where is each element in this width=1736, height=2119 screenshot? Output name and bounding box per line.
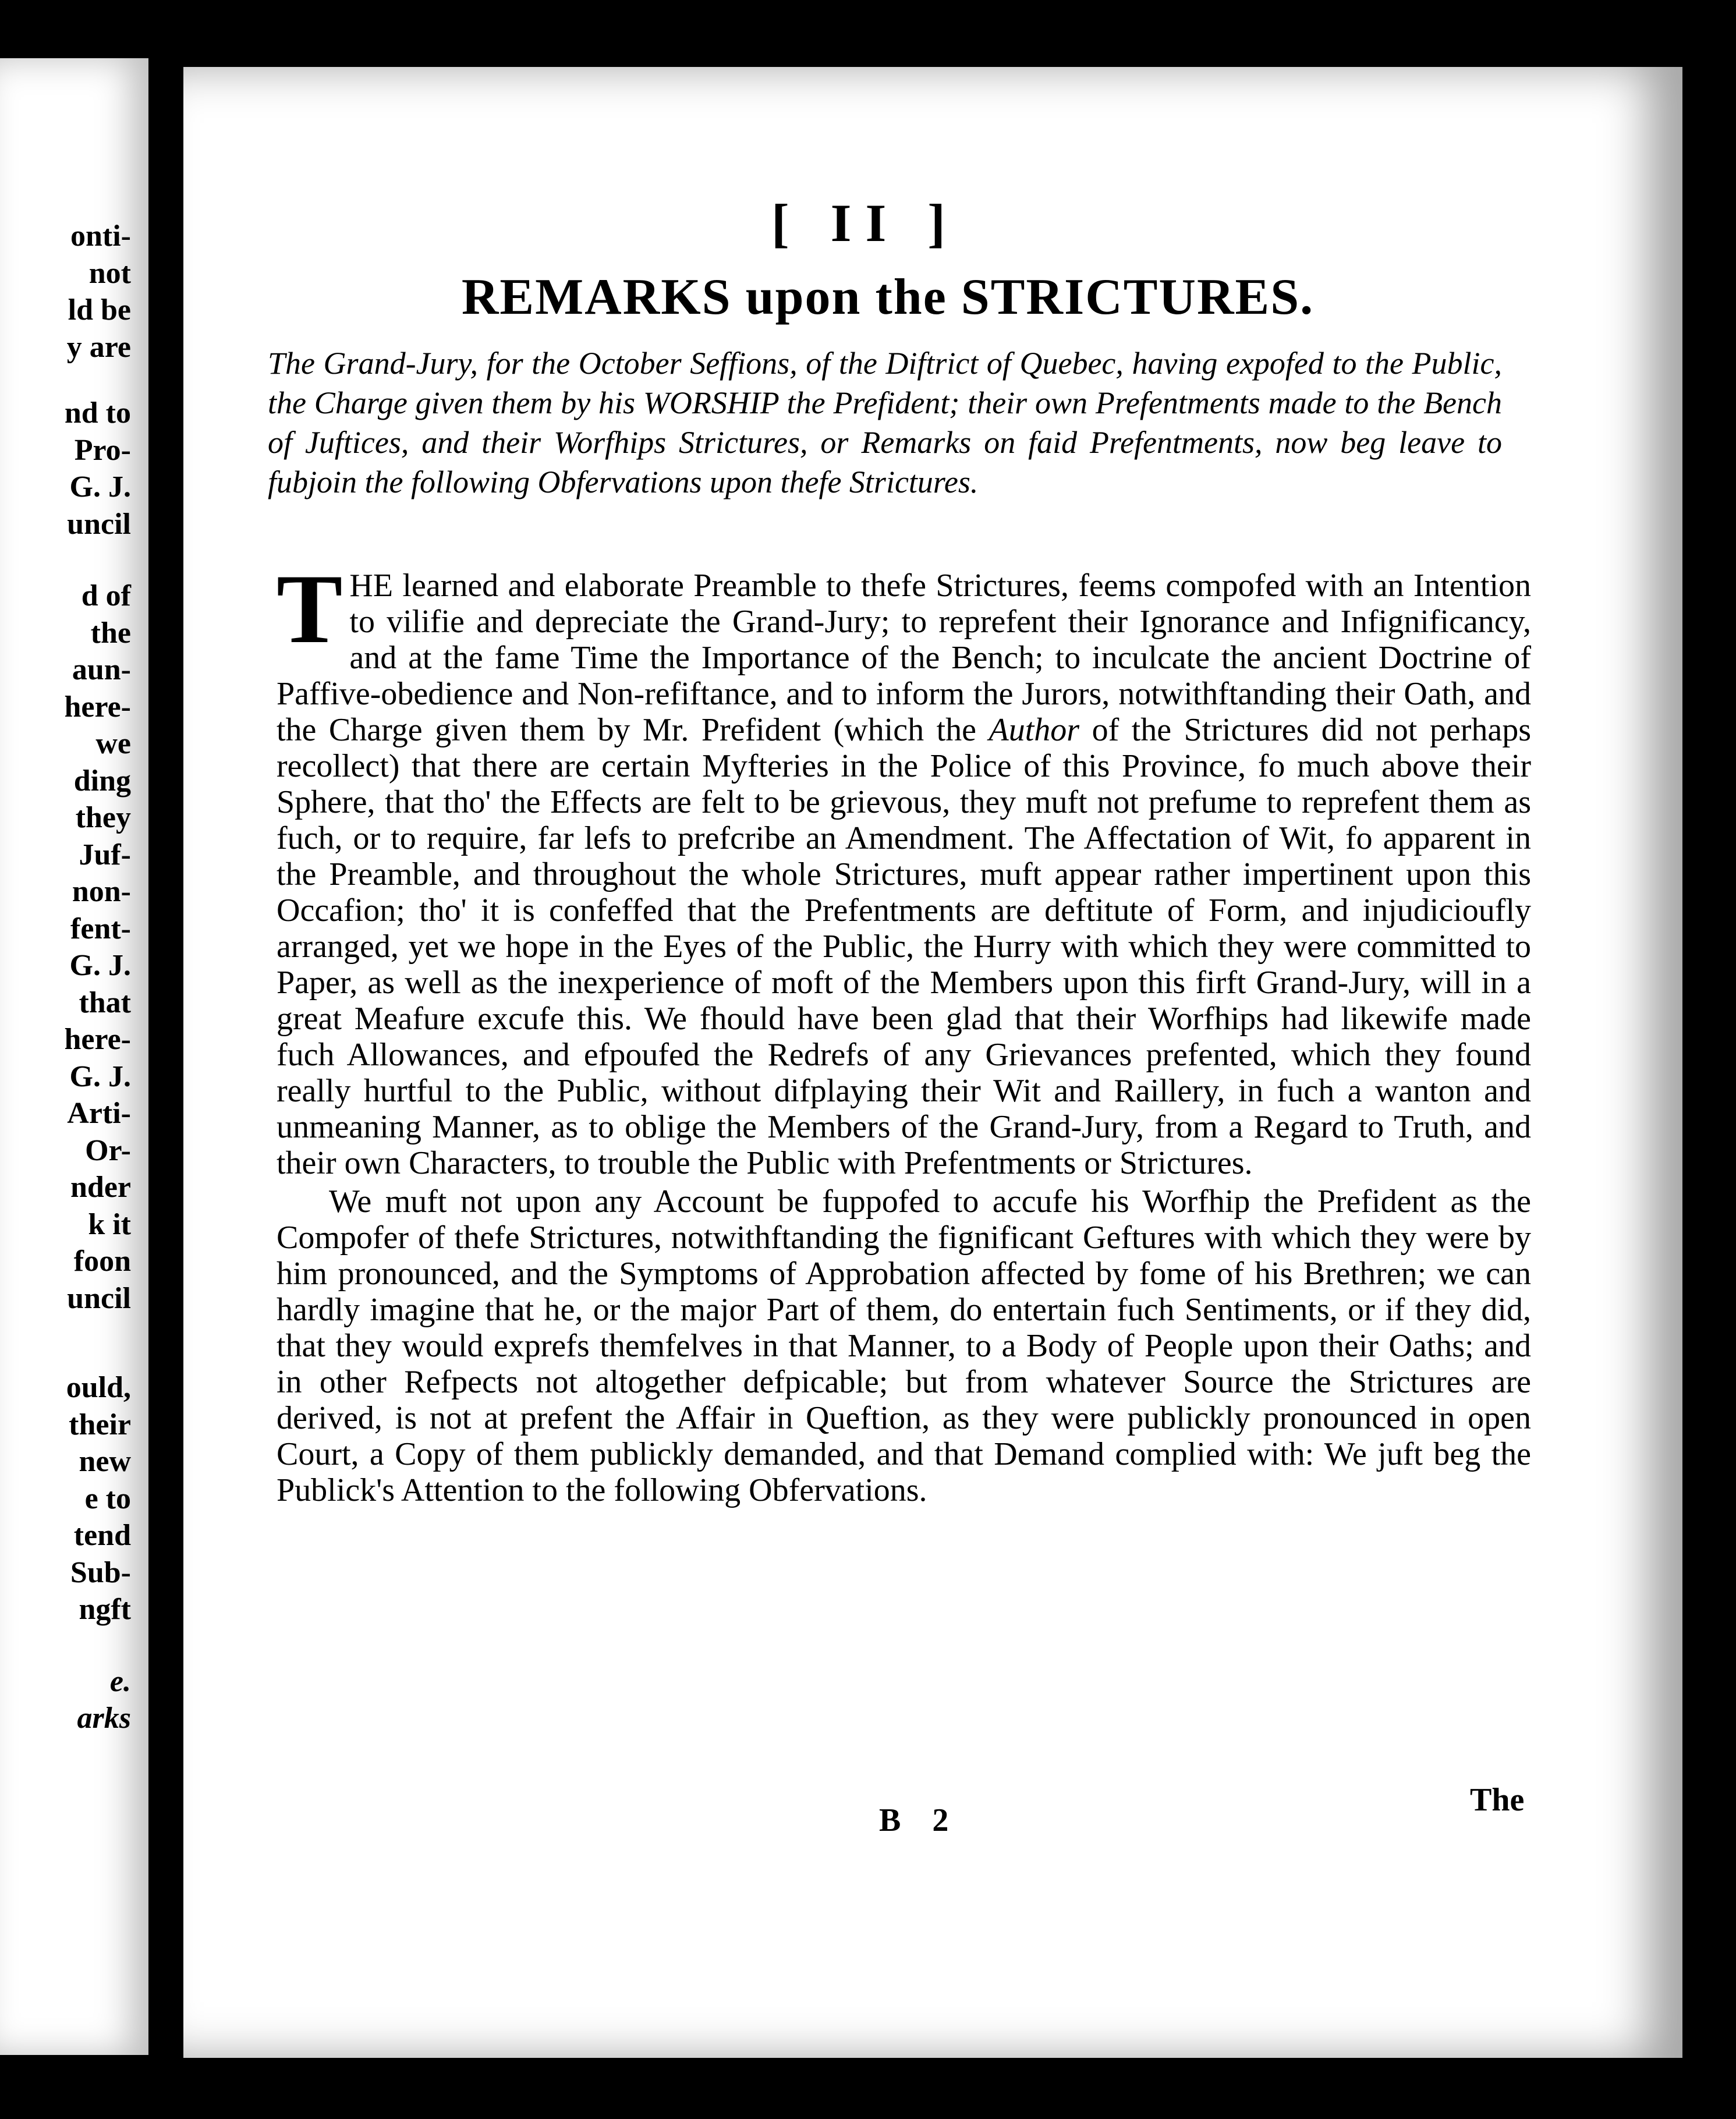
left-page-line: we [95,727,131,760]
previous-page-fragment [0,58,148,2055]
book-gutter [148,35,183,2072]
paragraph-1-text-a: HE learned and elaborate Preamble to thefe Strictures, feems compofed with an Intention to vilifie and depreciate the Grand-Jury; to reprefent their Ignorance and Infignificancy, and at the fame Time the Importance of the Bench; to inculcate the ancient Doctrine of Paffive-obedience and Non-refiftance, and to inform the Jurors, notwithftanding their Oath, and the Charge given them by Mr. Prefident (which the [277,568,1531,748]
left-page-line: ngft [79,1593,131,1626]
left-page-line: G. J. [69,949,131,982]
left-page-line: non- [72,875,131,908]
left-page-line: new [79,1445,131,1478]
intro-text: The Grand-Jury, for the October Seffions, of the Diftrict of Quebec, having expofed to the Public, the Charge given them by his WORSHIP the Prefident; their own Prefentments made to the Bench of Juftices, and their Worfhips Strictures, or Remarks on faid Prefentments, now beg leave to fubjoin the following Obfervations upon thefe Strictures. [268,346,1502,499]
left-page-line: Juf- [79,838,131,871]
page-title: REMARKS upon the STRICTURES. [461,269,1315,325]
left-page-line: fent- [70,912,131,945]
left-page-line: e. [109,1664,131,1698]
paragraph-2: We muft not upon any Account be fuppofed to accufe his Worfhip the Prefident as the Compofer of thefe Strictures, notwithftanding the fignificant Geftures with which they were by him pronounced, and the Symptoms of Approbation affected by fome of his Brethren; we can hardly imagine that he, or the major Part of them, do entertain fuch Sentiments, or if they did, that they would exprefs themfelves in that Manner, to a Body of People upon their Oaths; and in other Refpects not altogether defpicable; but from whatever Source the Strictures are derived, is not at prefent the Affair in Queftion, as they were publickly pronounced in open Court, a Copy of them publickly demanded, and that Demand complied with: We juft beg the Publick's Attention to the following Obfervations. [277,1183,1531,1508]
left-page-line: nder [70,1171,131,1204]
left-page-line: they [75,801,131,834]
left-page-line: uncil [67,507,131,541]
drop-cap: T [277,554,343,664]
paragraph-1 [277,554,1532,1181]
left-page-line: ding [73,764,131,798]
left-page-line: arks [77,1702,131,1735]
left-page-line: that [79,986,131,1019]
catchword: The [1470,1782,1525,1818]
left-page-line: the [90,616,131,650]
left-page-line: e to [84,1482,131,1515]
signature-mark: B 2 [879,1802,961,1838]
left-page-line: ld be [68,293,131,327]
left-page-line: k it [88,1207,131,1241]
left-page-line: Pro- [74,433,131,467]
left-page-line: Sub- [70,1555,131,1589]
left-page-line: G. J. [69,470,131,504]
body-text [277,554,1532,1508]
left-page-line: G. J. [69,1060,131,1093]
left-page-line: tend [73,1519,131,1552]
left-page-line: Arti- [67,1097,131,1130]
left-page-line: onti- [70,219,131,253]
left-page-line: here- [64,690,131,724]
paragraph-1-text-b: of the Strictures did not perhaps recollect) that there are certain Myfteries in the Police of this Province, fo much above their Sphere, that tho' the Effects are felt to be grievous, they muft not prefume to reprefent them as fuch, or to require, far lefs to prefcribe an Amendment. The Affectation of Wit, fo apparent in the Preamble, and throughout the whole Strictures, muft appear rather impertinent upon this Occafion; tho' it is confeffed that the Prefentments are deftitute of Form, and injudicioufly arranged, yet we hope in the Eyes of the Public, the Hurry with which they were committed to Paper, as well as the inexperience of moft of the Members upon this firft Grand-Jury, will in a great Meafure excufe this. We fhould have been glad that their Worfhips had likewife made fuch Allowances, and efpoufed the Redrefs of any Grievances prefented, which they found really hurtful to the Public, without difplaying their Wit and Raillery, in fuch a wanton and unmeaning Manner, as to oblige the Members of the Grand-Jury, from a Regard to Truth, and their own Characters, to trouble the Public with Prefentments or Strictures. [277,712,1532,1181]
left-page-line: not [88,256,131,290]
page-number: [ II ] [771,193,959,253]
left-page-line: here- [64,1023,131,1056]
left-page-line: aun- [72,653,131,686]
left-page-line: their [69,1408,131,1441]
left-page-line: nd to [64,396,131,430]
left-page-line: y are [66,330,131,364]
left-page-line: ould, [66,1371,131,1404]
intro-paragraph [268,343,1502,502]
left-page-line: foon [73,1245,131,1278]
left-page-line: uncil [67,1281,131,1315]
paragraph-1-author: Author [989,712,1080,748]
left-page-line: Or- [85,1133,131,1167]
left-page-line: d of [81,579,131,612]
